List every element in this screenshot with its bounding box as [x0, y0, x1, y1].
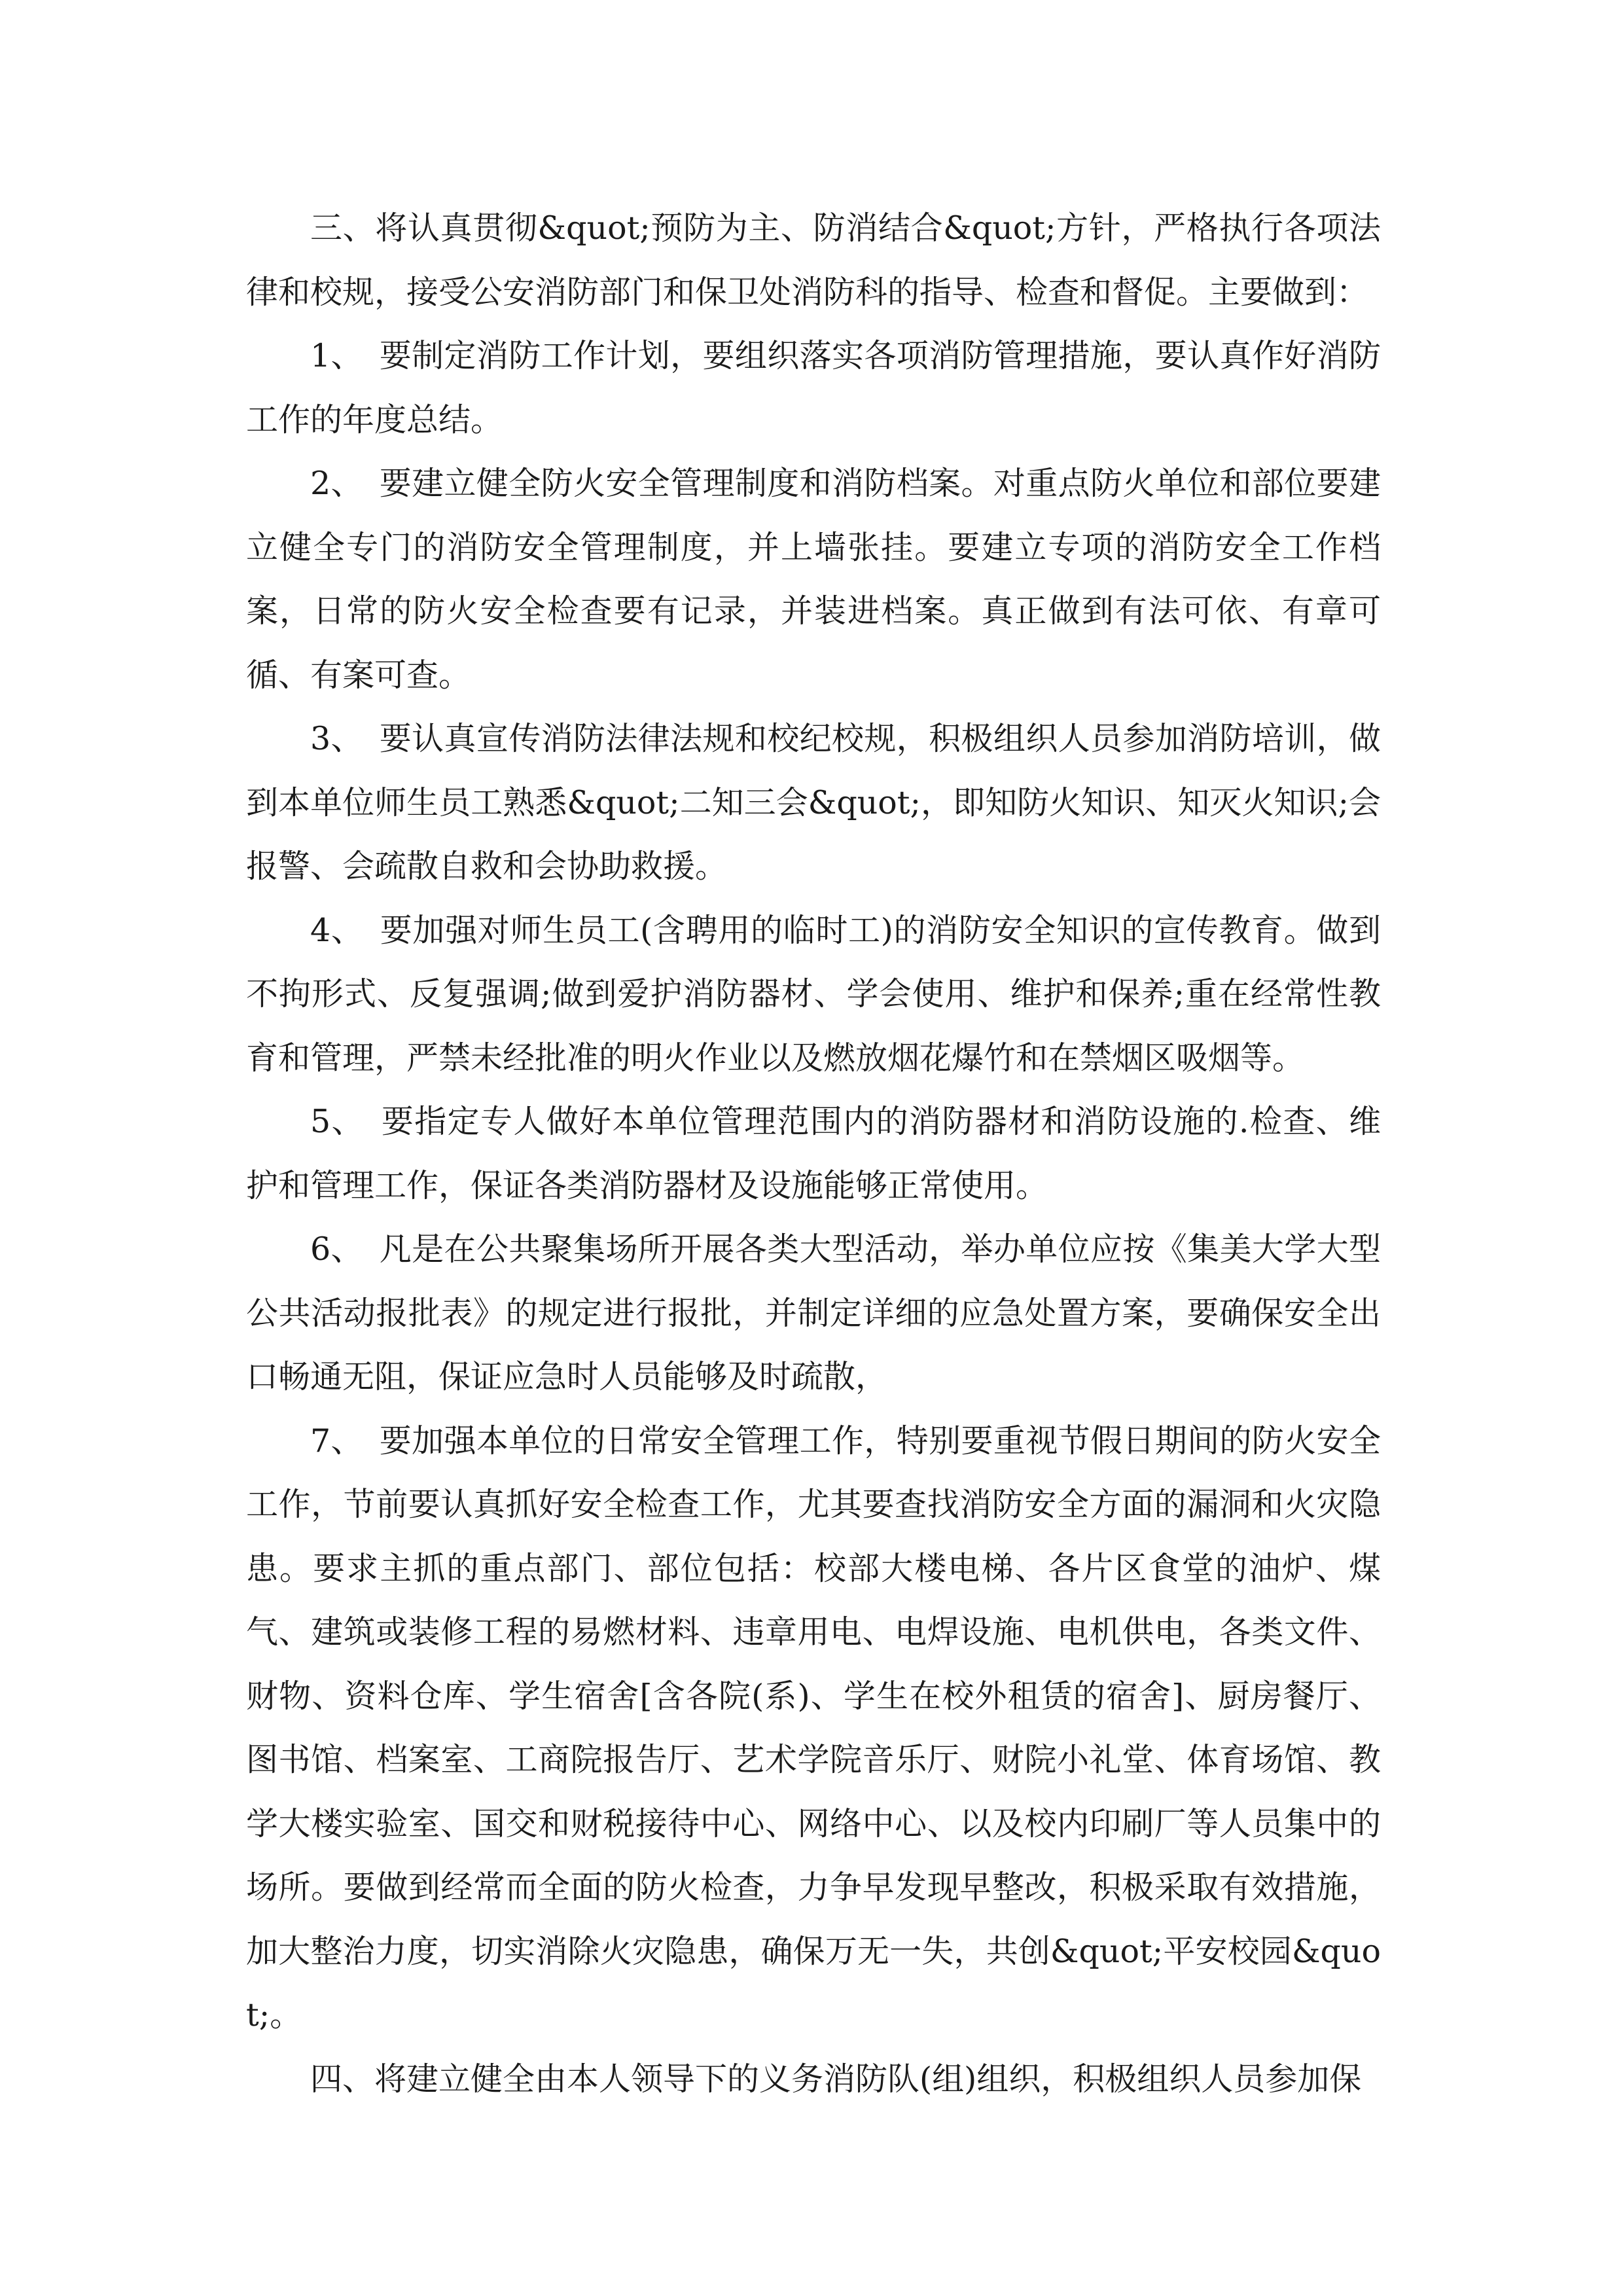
paragraph-section-3: 三、将认真贯彻&quot;预防为主、防消结合&quot;方针，严格执行各项法律和校规，接受公安消防部门和保卫处消防科的指导、检查和督促。主要做到：	[246, 209, 1381, 311]
paragraph-item-3: 3、 要认真宣传消防法律法规和校纪校规，积极组织人员参加消防培训，做到本单位师生员工熟悉&quot;二知三会&quot;，即知防火知识、知灭火知识;会报警、会疏散自救和会协助救援。	[246, 720, 1381, 885]
paragraph-item-5: 5、 要指定专人做好本单位管理范围内的消防器材和消防设施的.检查、维护和管理工作，保证各类消防器材及设施能够正常使用。	[246, 1103, 1381, 1204]
paragraph-item-2: 2、 要建立健全防火安全管理制度和消防档案。对重点防火单位和部位要建立健全专门的消防安全管理制度，并上墙张挂。要建立专项的消防安全工作档案，日常的防火安全检查要有记录，并装进档案。真正做到有法可依、有章可循、有案可查。	[246, 465, 1381, 694]
paragraph-item-7: 7、 要加强本单位的日常安全管理工作，特别要重视节假日期间的防火安全工作，节前要认真抓好安全检查工作，尤其要查找消防安全方面的漏洞和火灾隐患。要求主抓的重点部门、部位包括：校部大楼电梯、各片区食堂的油炉、煤气、建筑或装修工程的易燃材料、违章用电、电焊设施、电机供电，各类文件、财物、资料仓库、学生宿舍[含各院(系)、学生在校外租赁的宿舍]、厨房餐厅、图书馆、档案室、工商院报告厅、艺术学院音乐厅、财院小礼堂、体育场馆、教学大楼实验室、国交和财税接待中心、网络中心、以及校内印刷厂等人员集中的场所。要做到经常而全面的防火检查，力争早发现早整改，积极采取有效措施，加大整治力度，切实消除火灾隐患，确保万无一失，共创&quot;平安校园&quot;。	[246, 1422, 1381, 2034]
paragraph-item-4: 4、 要加强对师生员工(含聘用的临时工)的消防安全知识的宣传教育。做到不拘形式、反复强调;做到爱护消防器材、学会使用、维护和保养;重在经常性教育和管理，严禁未经批准的明火作业以及燃放烟花爆竹和在禁烟区吸烟等。	[246, 911, 1381, 1077]
paragraph-item-6: 6、 凡是在公共聚集场所开展各类大型活动，举办单位应按《集美大学大型公共活动报批表》的规定进行报批，并制定详细的应急处置方案，要确保安全出口畅通无阻，保证应急时人员能够及时疏散，	[246, 1230, 1381, 1395]
paragraph-section-4: 四、将建立健全由本人领导下的义务消防队(组)组织，积极组织人员参加保	[310, 2060, 1362, 2098]
paragraph-item-1: 1、 要制定消防工作计划，要组织落实各项消防管理措施，要认真作好消防工作的年度总结。	[246, 337, 1381, 439]
document-body	[246, 196, 1381, 2111]
